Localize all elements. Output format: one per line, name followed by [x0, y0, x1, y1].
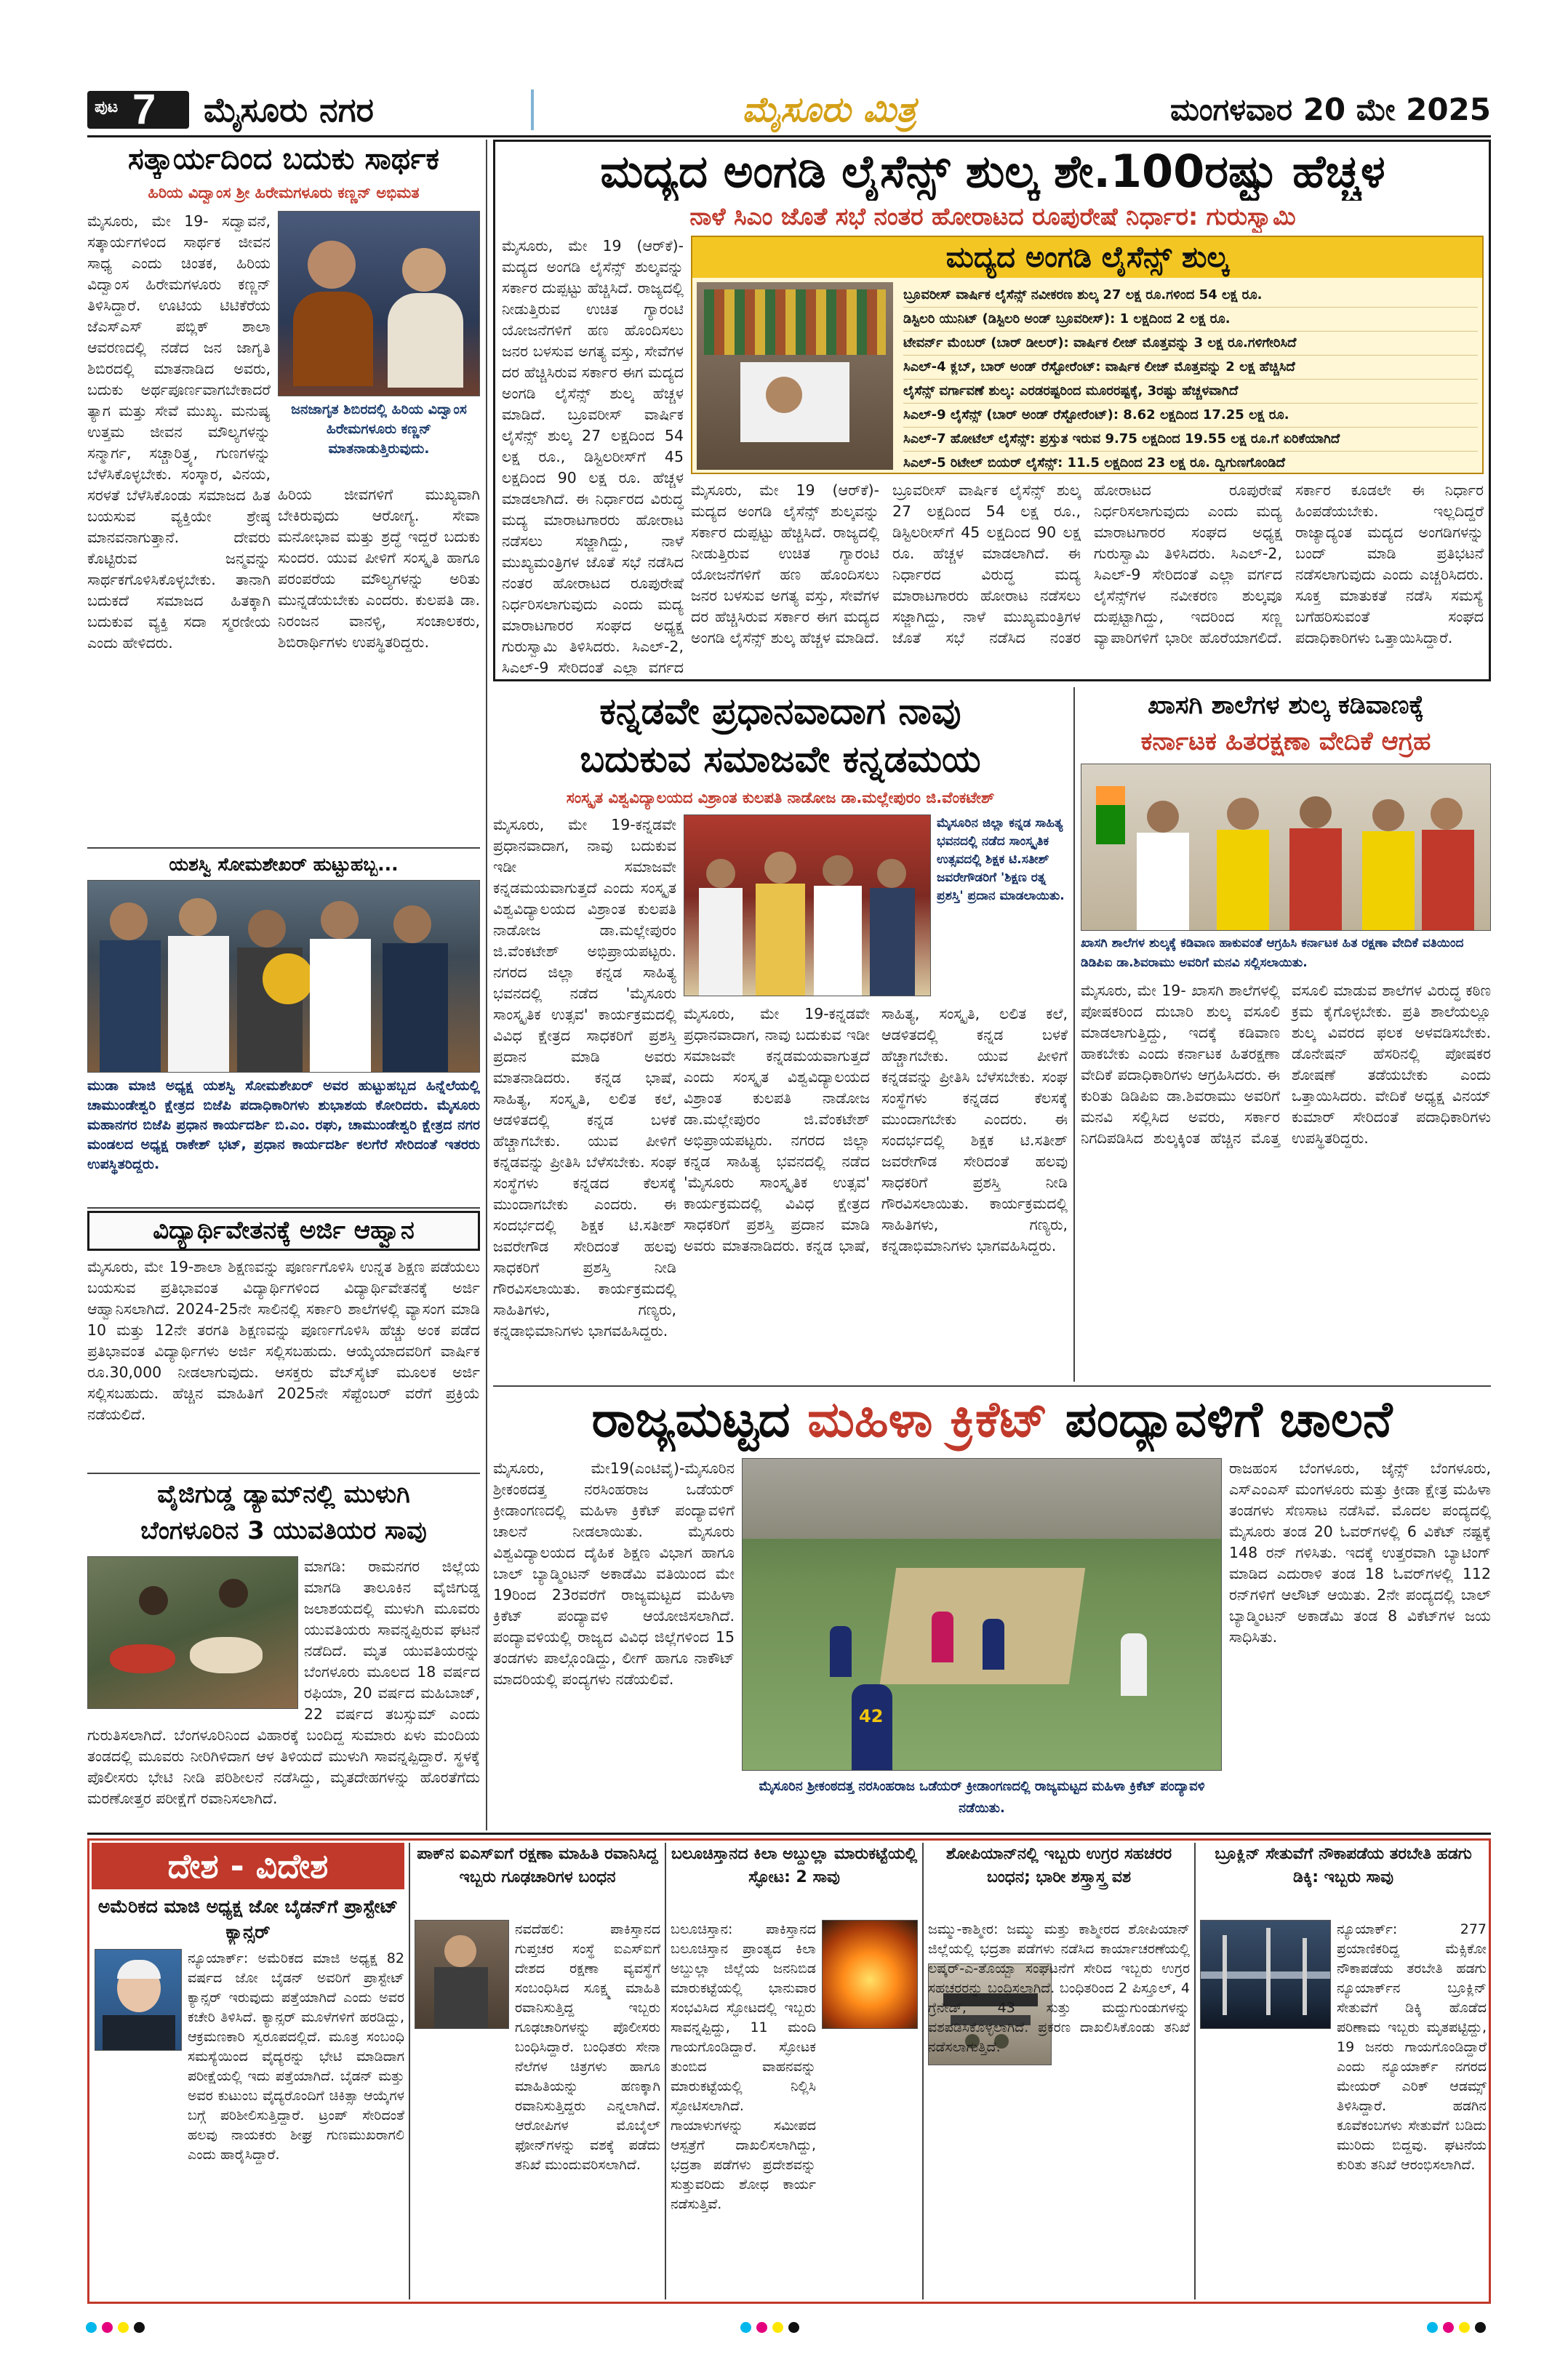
- a2-subtitle: ನಾಳೆ ಸಿಎಂ ಜೊತೆ ಸಭೆ ನಂತರ ಹೋರಾಟದ ರೂಪುರೇಷೆ ನಿರ್ಧಾರ: ಗುರುಸ್ವಾಮಿ: [689, 202, 1296, 231]
- desha-rule-2: [665, 1843, 666, 2299]
- a1-photo: [278, 211, 480, 396]
- a8-jersey-number: 42: [859, 1706, 884, 1726]
- a8-headline-part-2: ಮಹಿಳಾ ಕ್ರಿಕೆಟ್: [807, 1391, 1048, 1449]
- desha-n5-body: ನ್ಯೂಯಾರ್ಕ್: 277 ಪ್ರಯಾಣಿಕರಿದ್ದ ಮೆಕ್ಸಿಕೋ ನೌಕಾಪಡೆಯ ತರಬೇತಿ ಹಡಗು ನ್ಯೂಯಾರ್ಕ್‌ನ ಬ್ರೂಕ್ಲಿನ್ ಸೇತುವೆಗೆ ಡಿಕ್ಕಿ ಹೊಡೆದ ಪರಿಣಾಮ ಇಬ್ಬರು ಮೃತಪಟ್ಟಿದ್ದು, 19 ಜನರು ಗಾಯಗೊಂಡಿದ್ದಾರೆ ಎಂದು ನ್ಯೂಯಾರ್ಕ್ ನಗರದ ಮೇಯರ್ ಎರಿಕ್ ಆಡಮ್ಸ್ ತಿಳಿಸಿದ್ದಾರೆ. ಹಡಗಿನ ಕೂವೆಕಂಬಗಳು ಸೇತುವೆಗೆ ಬಡಿದು ಮುರಿದು ಬಿದ್ದವು. ಘಟನೆಯ ಕುರಿತು ತನಿಖೆ ಆರಂಭಿಸಲಾಗಿದೆ.: [1337, 1921, 1487, 2173]
- a1-body-a: ಮೈಸೂರು, ಮೇ 19- ಸದ್ವಾವನೆ, ಸತ್ಕಾರ್ಯಗಳಿಂದ ಸಾರ್ಥಕ ಜೀವನ ಸಾಧ್ಯ ಎಂದು ಚಿಂತಕ, ಹಿರಿಯ ವಿದ್ವಾಂಸ ಹಿರೇಮಗಳೂರು ಕಣ್ಣನ್ ತಿಳಿಸಿದ್ದಾರೆ. ಊಟಿಯ ಟಿಟಿಕೆರೆಯ ಜೆಎಸ್ಎಸ್ ಪಬ್ಲಿಕ್ ಶಾಲಾ ಆವರಣದಲ್ಲಿ ನಡೆದ ಜನ ಜಾಗೃತಿ ಶಿಬಿರದಲ್ಲಿ ಮಾತನಾಡಿದ ಅವರು, ಬದುಕು ಅರ್ಥಪೂರ್ಣವಾಗಬೇಕಾದರೆ ತ್ಯಾಗ ಮತ್ತು ಸೇವೆ ಮುಖ್ಯ. ಮನುಷ್ಯ ಉತ್ತಮ ಜೀವನ ಮೌಲ್ಯಗಳನ್ನು ಸನ್ಮಾರ್ಗ, ಸಚ್ಚಾರಿತ್ರ್ಯ, ಗುಣಗಳನ್ನು ಬೆಳೆಸಿಕೊಳ್ಳಬೇಕು. ಸಂಸ್ಕಾರ, ವಿನಯ, ಸರಳತೆ ಬೆಳೆಸಿಕೊಂಡು ಸಮಾಜದ ಹಿತ ಬಯಸುವ ವ್ಯಕ್ತಿಯೇ ಶ್ರೇಷ್ಠ ಮಾನವನಾಗುತ್ತಾನೆ. ದೇವರು ಕೊಟ್ಟಿರುವ ಜನ್ಮವನ್ನು ಸಾರ್ಥಕಗೊಳಿಸಿಕೊಳ್ಳಬೇಕು. ತಾನಾಗಿ ಬದುಕದೆ ಸಮಾಜದ ಹಿತಕ್ಕಾಗಿ ಬದುಕುವ ವ್ಯಕ್ತಿ ಸದಾ ಸ್ಮರಣೀಯ ಎಂದು ಹೇಳಿದರು.: [87, 212, 271, 652]
- registration-dot-magenta: [1443, 2322, 1454, 2333]
- desha-n3-body: ಬಲೂಚಿಸ್ತಾನ: ಪಾಕಿಸ್ತಾನದ ಬಲೂಚಿಸ್ತಾನ ಪ್ರಾಂತ್ಯದ ಕಿಲಾ ಅಬ್ದುಲ್ಲಾ ಜಿಲ್ಲೆಯ ಜನನಿಬಿಡ ಮಾರುಕಟ್ಟೆಯಲ್ಲಿ ಭಾನುವಾರ ಸಂಭವಿಸಿದ ಸ್ಫೋಟದಲ್ಲಿ ಇಬ್ಬರು ಸಾವನ್ನಪ್ಪಿದ್ದು, 11 ಮಂದಿ ಗಾಯಗೊಂಡಿದ್ದಾರೆ. ಸ್ಫೋಟಕ ತುಂಬಿದ ವಾಹನವನ್ನು ಮಾರುಕಟ್ಟೆಯಲ್ಲಿ ನಿಲ್ಲಿಸಿ ಸ್ಫೋಟಿಸಲಾಗಿದೆ. ಗಾಯಾಳುಗಳನ್ನು ಸಮೀಪದ ಆಸ್ಪತ್ರೆಗೆ ದಾಖಲಿಸಲಾಗಿದ್ದು, ಭದ್ರತಾ ಪಡೆಗಳು ಪ್ರದೇಶವನ್ನು ಸುತ್ತುವರಿದು ಶೋಧ ಕಾರ್ಯ ನಡೆಸುತ್ತಿವೆ.: [671, 1921, 816, 2212]
- a7-photo: [1081, 764, 1491, 931]
- desha-n3-title: ಬಲೂಚಿಸ್ತಾನದ ಕಿಲಾ ಅಬ್ದುಲ್ಲಾ ಮಾರುಕಟ್ಟೆಯಲ್ಲಿ ಸ್ಫೋಟ: 2 ಸಾವು: [671, 1845, 918, 1886]
- a8-bottom-rule: [87, 1833, 1491, 1835]
- desha-n1-title: ಅಮೆರಿಕದ ಮಾಜಿ ಅಧ್ಯಕ್ಷ ಜೋ ಬೈಡನ್‌ಗೆ ಪ್ರಾಸ್ಟೇಟ್ ಕ್ಯಾನ್ಸರ್: [97, 1896, 399, 1942]
- a8-body-col-1: ಮೈಸೂರು, ಮೇ19(ಎಂಟಿವೈ)-ಮೈಸೂರಿನ ಶ್ರೀಕಂಠದತ್ತ ನರಸಿಂಹರಾಜ ಒಡೆಯರ್ ಕ್ರೀಡಾಂಗಣದಲ್ಲಿ ಮಹಿಳಾ ಕ್ರಿಕೆಟ್ ಪಂದ್ಯಾವಳಿಗೆ ಚಾಲನೆ ನೀಡಲಾಯಿತು. ಮೈಸೂರು ವಿಶ್ವವಿದ್ಯಾಲಯದ ದೈಹಿಕ ಶಿಕ್ಷಣ ವಿಭಾಗ ಹಾಗೂ ಬಾಲ್ ಬ್ಯಾಡ್ಮಿಂಟನ್ ಅಕಾಡೆಮಿ ವತಿಯಿಂದ ಮೇ 19ರಿಂದ 23ರವರೆಗೆ ರಾಜ್ಯಮಟ್ಟದ ಮಹಿಳಾ ಕ್ರಿಕೆಟ್ ಪಂದ್ಯಾವಳಿ ಆಯೋಜಿಸಲಾಗಿದೆ. ಪಂದ್ಯಾವಳಿಯಲ್ಲಿ ರಾಜ್ಯದ ವಿವಿಧ ಜಿಲ್ಲೆಗಳಿಂದ 15 ತಂಡಗಳು ಪಾಲ್ಗೊಂಡಿದ್ದು, ಲೀಗ್ ಹಾಗೂ ನಾಕೌಟ್ ಮಾದರಿಯಲ್ಲಿ ಪಂದ್ಯಗಳು ನಡೆಯಲಿವೆ.: [493, 1460, 735, 1688]
- a7-body-text: ಮೈಸೂರು, ಮೇ 19- ಖಾಸಗಿ ಶಾಲೆಗಳಲ್ಲಿ ಪೋಷಕರಿಂದ ದುಬಾರಿ ಶುಲ್ಕ ವಸೂಲಿ ಮಾಡಲಾಗುತ್ತಿದ್ದು, ಇದಕ್ಕೆ ಕಡಿವಾಣ ಹಾಕಬೇಕು ಎಂದು ಕರ್ನಾಟಕ ಹಿತರಕ್ಷಣಾ ವೇದಿಕೆ ಪದಾಧಿಕಾರಿಗಳು ಆಗ್ರಹಿಸಿದರು. ಈ ಕುರಿತು ಡಿಡಿಪಿಐ ಡಾ.ಶಿವರಾಮು ಅವರಿಗೆ ಮನವಿ ಸಲ್ಲಿಸಿದ ಅವರು, ಸರ್ಕಾರ ನಿಗದಿಪಡಿಸಿದ ಶುಲ್ಕಕ್ಕಿಂತ ಹೆಚ್ಚಿನ ಮೊತ್ತ ವಸೂಲಿ ಮಾಡುವ ಶಾಲೆಗಳ ವಿರುದ್ಧ ಕಠಿಣ ಕ್ರಮ ಕೈಗೊಳ್ಳಬೇಕು. ಪ್ರತಿ ಶಾಲೆಯಲ್ಲೂ ಶುಲ್ಕ ವಿವರದ ಫಲಕ ಅಳವಡಿಸಬೇಕು. ಡೊನೇಷನ್ ಹೆಸರಿನಲ್ಲಿ ಪೋಷಕರ ಶೋಷಣೆ ತಡೆಯಬೇಕು ಎಂದು ಒತ್ತಾಯಿಸಿದರು. ವೇದಿಕೆ ಅಧ್ಯಕ್ಷ ವಿನಯ್ ಕುಮಾರ್ ಸೇರಿದಂತೆ ಪದಾಧಿಕಾರಿಗಳು ಉಪಸ್ಥಿತರಿದ್ದರು.: [1081, 982, 1491, 1147]
- a8-caption: ಮೈಸೂರಿನ ಶ್ರೀಕಂಠದತ್ತ ನರಸಿಂಹರಾಜ ಒಡೆಯರ್ ಕ್ರೀಡಾಂಗಣದಲ್ಲಿ ರಾಜ್ಯಮಟ್ಟದ ಮಹಿಳಾ ಕ್ರಿಕೆಟ್ ಪಂದ್ಯಾವಳಿ ನಡೆಯಿತು.: [759, 1779, 1205, 1816]
- a7-caption: ಖಾಸಗಿ ಶಾಲೆಗಳ ಶುಲ್ಕಕ್ಕೆ ಕಡಿವಾಣ ಹಾಕುವಂತೆ ಆಗ್ರಹಿಸಿ ಕರ್ನಾಟಕ ಹಿತ ರಕ್ಷಣಾ ವೇದಿಕೆ ವತಿಯಿಂದ ಡಿಡಿಪಿಐ ಡಾ.ಶಿವರಾಮು ಅವರಿಗೆ ಮನವಿ ಸಲ್ಲಿಸಲಾಯಿತು.: [1081, 936, 1464, 970]
- a6-subtitle: ಸಂಸ್ಕೃತ ವಿಶ್ವವಿದ್ಯಾಲಯದ ವಿಶ್ರಾಂತ ಕುಲಪತಿ ನಾಡೋಜ ಡಾ.ಮಲ್ಲೇಪುರಂ ಜಿ.ವೆಂಕಟೇಶ್: [566, 789, 995, 806]
- a3-caption: ಮುಡಾ ಮಾಜಿ ಅಧ್ಯಕ್ಷ ಯಶಸ್ವಿ ಸೋಮಶೇಖರ್ ಅವರ ಹುಟ್ಟುಹಬ್ಬದ ಹಿನ್ನೆಲೆಯಲ್ಲಿ ಚಾಮುಂಡೇಶ್ವರಿ ಕ್ಷೇತ್ರದ ಬಿಜೆಪಿ ಪದಾಧಿಕಾರಿಗಳು ಶುಭಾಶಯ ಕೋರಿದರು. ಮೈಸೂರು ಮಹಾನಗರ ಬಿಜೆಪಿ ಪ್ರಧಾನ ಕಾರ್ಯದರ್ಶಿ ಬಿ.ಎಂ. ರಘು, ಚಾಮುಂಡೇಶ್ವರಿ ಕ್ಷೇತ್ರದ ನಗರ ಮಂಡಲದ ಅಧ್ಯಕ್ಷ ರಾಕೇಶ್ ಭಟ್, ಪ್ರಧಾನ ಕಾರ್ಯದರ್ಶಿ ಕಲಗೆರೆ ಸೇರಿದಂತೆ ಇತರರು ಉಪಸ್ಥಿತರಿದ್ದರು.: [87, 1078, 480, 1172]
- a3-bottom-rule: [87, 1207, 480, 1209]
- a2-item: ಟೇವರ್ನ್ ಮೆಂಬರ್ (ಬಾರ್ ಡೀಲರ್): ವಾರ್ಷಿಕ ಲೀಜ್ ಮೊತ್ತವನ್ನು 3 ಲಕ್ಷ ರೂ.ಗಳಿಗೇರಿಸಿದೆ: [903, 332, 1478, 356]
- a2-item: ಲೈಸೆನ್ಸ್ ವರ್ಗಾವಣೆ ಶುಲ್ಕ: ಎರಡರಷ್ಟರಿಂದ ಮೂರರಷ್ಟಕ್ಕೆ, 3ರಷ್ಟು ಹೆಚ್ಚಳವಾಗಿದೆ: [903, 380, 1478, 404]
- desha-label: ದೇಶ - ವಿದೇಶ: [167, 1846, 329, 1886]
- registration-dot-black: [788, 2322, 799, 2333]
- header-divider: [531, 89, 534, 130]
- a5-body-text: ಮಾಗಡಿ: ರಾಮನಗರ ಜಿಲ್ಲೆಯ ಮಾಗಡಿ ತಾಲೂಕಿನ ವೈಜಿಗುಡ್ಡ ಜಲಾಶಯದಲ್ಲಿ ಮುಳುಗಿ ಮೂವರು ಯುವತಿಯರು ಸಾವನ್ನಪ್ಪಿರುವ ಘಟನೆ ನಡೆದಿದೆ. ಮೃತ ಯುವತಿಯರನ್ನು ಬೆಂಗಳೂರು ಮೂಲದ 18 ವರ್ಷದ ರಫಿಯಾ, 20 ವರ್ಷದ ಮಹಿಬಾಜ್, 22 ವರ್ಷದ ತಬಸ್ಸುಮ್ ಎಂದು ಗುರುತಿಸಲಾಗಿದೆ. ಬೆಂಗಳೂರಿನಿಂದ ವಿಹಾರಕ್ಕೆ ಬಂದಿದ್ದ ಸುಮಾರು ಏಳು ಮಂದಿಯ ತಂಡದಲ್ಲಿ ಮೂವರು ನೀರಿಗಿಳಿದಾಗ ಆಳ ತಿಳಿಯದೆ ಮುಳುಗಿ ಸಾವನ್ನಪ್ಪಿದ್ದಾರೆ. ಸ್ಥಳಕ್ಕೆ ಪೊಲೀಸರು ಭೇಟಿ ನೀಡಿ ಪರಿಶೀಲನೆ ನಡೆಸಿದ್ದು, ಮೃತದೇಹಗಳನ್ನು ಹೊರತೆಗೆದು ಮರಣೋತ್ತರ ಪರೀಕ್ಷೆಗೆ ರವಾನಿಸಲಾಗಿದೆ.: [87, 1558, 480, 1807]
- a1-headline: ಸತ್ಕಾರ್ಯದಿಂದ ಬದುಕು ಸಾರ್ಥಕ: [128, 141, 439, 176]
- a6-caption: ಮೈಸೂರಿನ ಜಿಲ್ಲಾ ಕನ್ನಡ ಸಾಹಿತ್ಯ ಭವನದಲ್ಲಿ ನಡೆದ ಸಾಂಸ್ಕೃತಿಕ ಉತ್ಸವದಲ್ಲಿ ಶಿಕ್ಷಕ ಟಿ.ಸತೀಶ್ ಜವರೇಗೌಡರಿಗೆ 'ಶಿಕ್ಷಣ ರತ್ನ ಪ್ರಶಸ್ತಿ' ಪ್ರದಾನ ಮಾಡಲಾಯಿತು.: [937, 816, 1065, 903]
- desha-n5-title: ಬ್ರೂಕ್ಲಿನ್ ಸೇತುವೆಗೆ ನೌಕಾಪಡೆಯ ತರಬೇತಿ ಹಡಗು ಡಿಕ್ಕಿ: ಇಬ್ಬರು ಸಾವು: [1215, 1845, 1472, 1886]
- desha-rule-4: [1194, 1843, 1196, 2299]
- page-label: ಪುಟ: [95, 98, 119, 116]
- section-title: ಮೈಸೂರು ನಗರ: [204, 90, 374, 129]
- registration-dot-black: [1475, 2322, 1486, 2333]
- a8-headline-part-1: ರಾಜ್ಯಮಟ್ಟದ: [591, 1391, 808, 1449]
- a1-caption: ಜನಜಾಗೃತ ಶಿಬಿರದಲ್ಲಿ ಹಿರಿಯ ವಿದ್ವಾಂಸ ಹಿರೇಮಗಳೂರು ಕಣ್ಣನ್ ಮಾತನಾಡುತ್ತಿರುವುದು.: [291, 401, 467, 457]
- a4-body: ಮೈಸೂರು, ಮೇ 19-ಶಾಲಾ ಶಿಕ್ಷಣವನ್ನು ಪೂರ್ಣಗೊಳಿಸಿ ಉನ್ನತ ಶಿಕ್ಷಣ ಪಡೆಯಲು ಬಯಸುವ ಪ್ರತಿಭಾವಂತ ವಿದ್ಯಾರ್ಥಿಗಳಿಂದ ವಿದ್ಯಾರ್ಥಿವೇತನಕ್ಕೆ ಅರ್ಜಿ ಆಹ್ವಾನಿಸಲಾಗಿದೆ. 2024-25ನೇ ಸಾಲಿನಲ್ಲಿ ಸರ್ಕಾರಿ ಶಾಲೆಗಳಲ್ಲಿ ವ್ಯಾಸಂಗ ಮಾಡಿ 10 ಮತ್ತು 12ನೇ ತರಗತಿ ಶಿಕ್ಷಣವನ್ನು ಪೂರ್ಣಗೊಳಿಸಿ ಹೆಚ್ಚು ಅಂಕ ಪಡೆದ ಪ್ರತಿಭಾವಂತ ವಿದ್ಯಾರ್ಥಿಗಳು ಅರ್ಜಿ ಸಲ್ಲಿಸಬಹುದು. ಆಯ್ಕೆಯಾದವರಿಗೆ ವಾರ್ಷಿಕ ರೂ.30,000 ನೀಡಲಾಗುವುದು. ಆಸಕ್ತರು ವೆಬ್‌ಸೈಟ್ ಮೂಲಕ ಅರ್ಜಿ ಸಲ್ಲಿಸಬಹುದು. ಹೆಚ್ಚಿನ ಮಾಹಿತಿಗೆ 2025ನೇ ಸೆಪ್ಟೆಂಬರ್ ವರೆಗೆ ಪ್ರಕ್ರಿಯೆ ನಡೆಯಲಿದೆ.: [87, 1258, 480, 1423]
- a2-body-continued: ಮೈಸೂರು, ಮೇ 19 (ಆರ್‌ಕೆ)- ಮದ್ಯದ ಅಂಗಡಿ ಲೈಸೆನ್ಸ್ ಶುಲ್ಕವನ್ನು ಸರ್ಕಾರ ದುಪ್ಪಟ್ಟು ಹೆಚ್ಚಿಸಿದೆ. ರಾಜ್ಯದಲ್ಲಿ ನೀಡುತ್ತಿರುವ ಉಚಿತ ಗ್ಯಾರಂಟಿ ಯೋಜನೆಗಳಿಗೆ ಹಣ ಹೊಂದಿಸಲು ಜನರ ಬಳಸುವ ಅಗತ್ಯ ವಸ್ತು, ಸೇವೆಗಳ ದರ ಹೆಚ್ಚಿಸಿರುವ ಸರ್ಕಾರ ಈಗ ಮದ್ಯದ ಅಂಗಡಿ ಲೈಸೆನ್ಸ್ ಶುಲ್ಕ ಹೆಚ್ಚಳ ಮಾಡಿದೆ. ಬ್ರೂವರೀಸ್ ವಾರ್ಷಿಕ ಲೈಸೆನ್ಸ್ ಶುಲ್ಕ 27 ಲಕ್ಷದಿಂದ 54 ಲಕ್ಷ ರೂ., ಡಿಸ್ಟಿಲರೀಸ್‌ಗೆ 45 ಲಕ್ಷದಿಂದ 90 ಲಕ್ಷ ರೂ. ಹೆಚ್ಚಳ ಮಾಡಲಾಗಿದೆ. ಈ ನಿರ್ಧಾರದ ವಿರುದ್ಧ ಮದ್ಯ ಮಾರಾಟಗಾರರು ಹೋರಾಟ ನಡೆಸಲು ಸಜ್ಜಾಗಿದ್ದು, ನಾಳೆ ಮುಖ್ಯಮಂತ್ರಿಗಳ ಜೊತೆ ಸಭೆ ನಡೆಸಿದ ನಂತರ ಹೋರಾಟದ ರೂಪುರೇಷೆ ನಿರ್ಧರಿಸಲಾಗುವುದು ಎಂದು ಮದ್ಯ ಮಾರಾಟಗಾರರ ಸಂಘದ ಅಧ್ಯಕ್ಷ ಗುರುಸ್ವಾಮಿ ತಿಳಿಸಿದರು. ಸಿಎಲ್-2, ಸಿಎಲ್-9 ಸೇರಿದಂತೆ ಎಲ್ಲಾ ವರ್ಗದ ಲೈಸೆನ್ಸ್‌ಗಳ ನವೀಕರಣ ಶುಲ್ಕವೂ ದುಪ್ಪಟ್ಟಾಗಿದ್ದು, ಇದರಿಂದ ಸಣ್ಣ ವ್ಯಾಪಾರಿಗಳಿಗೆ ಭಾರೀ ಹೊರೆಯಾಗಲಿದೆ. ಸರ್ಕಾರ ಕೂಡಲೇ ಈ ನಿರ್ಧಾರ ಹಿಂಪಡೆಯಬೇಕು. ಇಲ್ಲದಿದ್ದರೆ ರಾಜ್ಯಾದ್ಯಂತ ಮದ್ಯದ ಅಂಗಡಿಗಳನ್ನು ಬಂದ್ ಮಾಡಿ ಪ್ರತಿಭಟನೆ ನಡೆಸಲಾಗುವುದು ಎಂದು ಎಚ್ಚರಿಸಿದರು. ಸೂಕ್ತ ಮಾತುಕತೆ ನಡೆಸಿ ಸಮಸ್ಯೆ ಬಗೆಹರಿಸುವಂತೆ ಸಂಘದ ಪದಾಧಿಕಾರಿಗಳು ಒತ್ತಾಯಿಸಿದ್ದಾರೆ.: [691, 481, 1484, 646]
- a7-body: [1081, 980, 1491, 1382]
- a6-headline-1: ಕನ್ನಡವೇ ಪ್ರಧಾನವಾದಾಗ ನಾವು: [599, 690, 961, 732]
- desha-rule-3: [922, 1843, 924, 2299]
- desha-n2-body: ನವದೆಹಲಿ: ಪಾಕಿಸ್ತಾನದ ಗುಪ್ತಚರ ಸಂಸ್ಥೆ ಐಎಸ್‌ಐಗೆ ದೇಶದ ರಕ್ಷಣಾ ವ್ಯವಸ್ಥೆಗೆ ಸಂಬಂಧಿಸಿದ ಸೂಕ್ಷ್ಮ ಮಾಹಿತಿ ರವಾನಿಸುತ್ತಿದ್ದ ಇಬ್ಬರು ಗೂಢಚಾರಿಗಳನ್ನು ಪೊಲೀಸರು ಬಂಧಿಸಿದ್ದಾರೆ. ಬಂಧಿತರು ಸೇನಾ ನೆಲೆಗಳ ಚಿತ್ರಗಳು ಹಾಗೂ ಮಾಹಿತಿಯನ್ನು ಹಣಕ್ಕಾಗಿ ರವಾನಿಸುತ್ತಿದ್ದರು ಎನ್ನಲಾಗಿದೆ. ಆರೋಪಿಗಳ ಮೊಬೈಲ್ ಫೋನ್‌ಗಳನ್ನು ವಶಕ್ಕೆ ಪಡೆದು ತನಿಖೆ ಮುಂದುವರಿಸಲಾಗಿದೆ.: [515, 1921, 660, 2173]
- a1-subtitle: ಹಿರಿಯ ವಿದ್ವಾಂಸ ಶ್ರೀ ಹಿರೇಮಗಳೂರು ಕಣ್ಣನ್ ಅಭಿಮತ: [148, 184, 420, 201]
- a2-headline: ಮದ್ಯದ ಅಂಗಡಿ ಲೈಸೆನ್ಸ್ ಶುಲ್ಕ ಶೇ.100ರಷ್ಟು ಹೆಚ್ಚಳ: [600, 145, 1385, 198]
- desha-n2-photo: [415, 1920, 509, 2029]
- a2-item: ಬ್ರೂವರೀಸ್ ವಾರ್ಷಿಕ ಲೈಸೆನ್ಸ್ ನವೀಕರಣ ಶುಲ್ಕ 27 ಲಕ್ಷ ರೂ.ಗಳಿಂದ 54 ಲಕ್ಷ ರೂ.: [903, 284, 1478, 308]
- a5-headline-1: ವೈಜಿಗುಡ್ಡ ಡ್ಯಾಮ್‌ನಲ್ಲಿ ಮುಳುಗಿ: [157, 1480, 410, 1509]
- header-underline: [87, 135, 1491, 137]
- a2-item: ಡಿಸ್ಟಿಲರಿ ಯುನಿಟ್ (ಡಿಸ್ಟಿಲರಿ ಅಂಡ್ ಬ್ರೂವರೀಸ್): 1 ಲಕ್ಷದಿಂದ 2 ಲಕ್ಷ ರೂ.: [903, 308, 1478, 332]
- page-number: 7: [132, 86, 156, 133]
- a6-body-col-2: [684, 1004, 1068, 1382]
- a4-bottom-rule: [87, 1473, 480, 1474]
- a8-headline-part-3: ಪಂದ್ಯಾವಳಿಗೆ ಚಾಲನೆ: [1047, 1391, 1393, 1449]
- a4-headline: ವಿದ್ಯಾರ್ಥಿವೇತನಕ್ಕೆ ಅರ್ಜಿ ಆಹ್ವಾನ: [153, 1216, 415, 1245]
- a3-photo: [87, 880, 480, 1073]
- a2-item: ಸಿಎಲ್-5 ರಿಟೇಲ್ ಬಿಯರ್ ಲೈಸೆನ್ಸ್: 11.5 ಲಕ್ಷದಿಂದ 23 ಲಕ್ಷ ರೂ. ದ್ವಿಗುಣಗೊಂಡಿದೆ: [903, 455, 1285, 471]
- a5-headline-2: ಬೆಂಗಳೂರಿನ 3 ಯುವತಿಯರ ಸಾವು: [140, 1516, 427, 1545]
- registration-dot-yellow: [772, 2322, 783, 2333]
- registration-dot-magenta: [102, 2322, 113, 2333]
- a2-item: ಸಿಎಲ್-9 ಲೈಸೆನ್ಸ್ (ಬಾರ್ ಅಂಡ್ ರೆಸ್ಟೋರೆಂಟ್): 8.62 ಲಕ್ಷದಿಂದ 17.25 ಲಕ್ಷ ರೂ.: [903, 404, 1478, 428]
- desha-n1-photo: [95, 1949, 182, 2051]
- page-number-box: [87, 86, 189, 133]
- a6-headline-2: ಬದುಕುವ ಸಮಾಜವೇ ಕನ್ನಡಮಯ: [580, 738, 981, 780]
- a4-headline-box: [87, 1211, 480, 1251]
- a6-body-continued: ಮೈಸೂರು, ಮೇ 19-ಕನ್ನಡವೇ ಪ್ರಧಾನವಾದಾಗ, ನಾವು ಬದುಕುವ ಇಡೀ ಸಮಾಜವೇ ಕನ್ನಡಮಯವಾಗುತ್ತದೆ ಎಂದು ಸಂಸ್ಕೃತ ವಿಶ್ವವಿದ್ಯಾಲಯದ ವಿಶ್ರಾಂತ ಕುಲಪತಿ ನಾಡೋಜ ಡಾ.ಮಲ್ಲೇಪುರಂ ಜಿ.ವೆಂಕಟೇಶ್ ಅಭಿಪ್ರಾಯಪಟ್ಟರು. ನಗರದ ಜಿಲ್ಲಾ ಕನ್ನಡ ಸಾಹಿತ್ಯ ಭವನದಲ್ಲಿ ನಡೆದ 'ಮೈಸೂರು ಸಾಂಸ್ಕೃತಿಕ ಉತ್ಸವ' ಕಾರ್ಯಕ್ರಮದಲ್ಲಿ ವಿವಿಧ ಕ್ಷೇತ್ರದ ಸಾಧಕರಿಗೆ ಪ್ರಶಸ್ತಿ ಪ್ರದಾನ ಮಾಡಿ ಅವರು ಮಾತನಾಡಿದರು. ಕನ್ನಡ ಭಾಷೆ, ಸಾಹಿತ್ಯ, ಸಂಸ್ಕೃತಿ, ಲಲಿತ ಕಲೆ, ಆಡಳಿತದಲ್ಲಿ ಕನ್ನಡ ಬಳಕೆ ಹೆಚ್ಚಾಗಬೇಕು. ಯುವ ಪೀಳಿಗೆ ಕನ್ನಡವನ್ನು ಪ್ರೀತಿಸಿ ಬೆಳೆಸಬೇಕು. ಸಂಘ ಸಂಸ್ಥೆಗಳು ಕನ್ನಡದ ಕೆಲಸಕ್ಕೆ ಮುಂದಾಗಬೇಕು ಎಂದರು. ಈ ಸಂದರ್ಭದಲ್ಲಿ ಶಿಕ್ಷಕ ಟಿ.ಸತೀಶ್ ಜವರೇಗೌಡ ಸೇರಿದಂತೆ ಹಲವು ಸಾಧಕರಿಗೆ ಪ್ರಶಸ್ತಿ ನೀಡಿ ಗೌರವಿಸಲಾಯಿತು. ಕಾರ್ಯಕ್ರಮದಲ್ಲಿ ಸಾಹಿತಿಗಳು, ಗಣ್ಯರು, ಕನ್ನಡಾಭಿಮಾನಿಗಳು ಭಾಗವಹಿಸಿದ್ದರು.: [684, 1005, 1068, 1254]
- masthead-logo: ಮೈಸೂರು ಮಿತ್ರ: [742, 89, 916, 130]
- desha-n5-photo: [1200, 1920, 1331, 2029]
- registration-dot-yellow: [118, 2322, 129, 2333]
- desha-n1-body: ನ್ಯೂಯಾರ್ಕ್: ಅಮೆರಿಕದ ಮಾಜಿ ಅಧ್ಯಕ್ಷ 82 ವರ್ಷದ ಜೋ ಬೈಡನ್ ಅವರಿಗೆ ಪ್ರಾಸ್ಟೇಟ್ ಕ್ಯಾನ್ಸರ್ ಇರುವುದು ಪತ್ತೆಯಾಗಿದೆ ಎಂದು ಅವರ ಕಚೇರಿ ತಿಳಿಸಿದೆ. ಕ್ಯಾನ್ಸರ್ ಮೂಳೆಗಳಿಗೆ ಹರಡಿದ್ದು, ಆಕ್ರಮಣಕಾರಿ ಸ್ವರೂಪದಲ್ಲಿದೆ. ಮೂತ್ರ ಸಂಬಂಧಿ ಸಮಸ್ಯೆಯಿಂದ ವೈದ್ಯರನ್ನು ಭೇಟಿ ಮಾಡಿದಾಗ ಪರೀಕ್ಷೆಯಲ್ಲಿ ಇದು ಪತ್ತೆಯಾಗಿದೆ. ಬೈಡನ್ ಮತ್ತು ಅವರ ಕುಟುಂಬ ವೈದ್ಯರೊಂದಿಗೆ ಚಿಕಿತ್ಸಾ ಆಯ್ಕೆಗಳ ಬಗ್ಗೆ ಪರಿಶೀಲಿಸುತ್ತಿದ್ದಾರೆ. ಟ್ರಂಪ್ ಸೇರಿದಂತೆ ಹಲವು ನಾಯಕರು ಶೀಘ್ರ ಗುಣಮುಖರಾಗಲಿ ಎಂದು ಹಾರೈಸಿದ್ದಾರೆ.: [188, 1950, 404, 2163]
- a3-headline: ಯಶಸ್ವಿ ಸೋಮಶೇಖರ್ ಹುಟ್ಟುಹಬ್ಬ...: [169, 854, 399, 875]
- a8-body-col-3: [1229, 1458, 1491, 1829]
- a2-body-col-1: ಮೈಸೂರು, ಮೇ 19 (ಆರ್‌ಕೆ)- ಮದ್ಯದ ಅಂಗಡಿ ಲೈಸೆನ್ಸ್ ಶುಲ್ಕವನ್ನು ಸರ್ಕಾರ ದುಪ್ಪಟ್ಟು ಹೆಚ್ಚಿಸಿದೆ. ರಾಜ್ಯದಲ್ಲಿ ನೀಡುತ್ತಿರುವ ಉಚಿತ ಗ್ಯಾರಂಟಿ ಯೋಜನೆಗಳಿಗೆ ಹಣ ಹೊಂದಿಸಲು ಜನರ ಬಳಸುವ ಅಗತ್ಯ ವಸ್ತು, ಸೇವೆಗಳ ದರ ಹೆಚ್ಚಿಸಿರುವ ಸರ್ಕಾರ ಈಗ ಮದ್ಯದ ಅಂಗಡಿ ಲೈಸೆನ್ಸ್ ಶುಲ್ಕ ಹೆಚ್ಚಳ ಮಾಡಿದೆ. ಬ್ರೂವರೀಸ್ ವಾರ್ಷಿಕ ಲೈಸೆನ್ಸ್ ಶುಲ್ಕ 27 ಲಕ್ಷದಿಂದ 54 ಲಕ್ಷ ರೂ., ಡಿಸ್ಟಿಲರೀಸ್‌ಗೆ 45 ಲಕ್ಷದಿಂದ 90 ಲಕ್ಷ ರೂ. ಹೆಚ್ಚಳ ಮಾಡಲಾಗಿದೆ. ಈ ನಿರ್ಧಾರದ ವಿರುದ್ಧ ಮದ್ಯ ಮಾರಾಟಗಾರರು ಹೋರಾಟ ನಡೆಸಲು ಸಜ್ಜಾಗಿದ್ದು, ನಾಳೆ ಮುಖ್ಯಮಂತ್ರಿಗಳ ಜೊತೆ ಸಭೆ ನಡೆಸಿದ ನಂತರ ಹೋರಾಟದ ರೂಪುರೇಷೆ ನಿರ್ಧರಿಸಲಾಗುವುದು ಎಂದು ಮದ್ಯ ಮಾರಾಟಗಾರರ ಸಂಘದ ಅಧ್ಯಕ್ಷ ಗುರುಸ್ವಾಮಿ ತಿಳಿಸಿದರು. ಸಿಎಲ್-2, ಸಿಎಲ್-9 ಸೇರಿದಂತೆ ಎಲ್ಲಾ ವರ್ಗದ: [502, 237, 684, 676]
- desha-n2-title: ಪಾಕ್‌ನ ಐಎಸ್‌ಐಗೆ ರಕ್ಷಣಾ ಮಾಹಿತಿ ರವಾನಿಸಿದ್ದ ಇಬ್ಬರು ಗೂಢಚಾರಿಗಳ ಬಂಧನ: [417, 1845, 658, 1886]
- a2-item: ಸಿಎಲ್-7 ಹೋಟೆಲ್ ಲೈಸೆನ್ಸ್: ಪ್ರಸ್ತುತ ಇರುವ 9.75 ಲಕ್ಷದಿಂದ 19.55 ಲಕ್ಷ ರೂ.ಗೆ ಏರಿಕೆಯಾಗಿದೆ: [903, 428, 1478, 452]
- registration-dot-yellow: [1459, 2322, 1470, 2333]
- desha-label-box: [92, 1843, 404, 1889]
- a1-bottom-rule: [87, 847, 480, 849]
- a6-photo: [684, 814, 931, 996]
- registration-dot-cyan: [740, 2322, 751, 2333]
- a2-photo: [697, 282, 893, 470]
- a2-box-title: [692, 237, 1482, 278]
- header-bar: [87, 87, 1491, 133]
- registration-dot-cyan: [86, 2322, 97, 2333]
- a6-right-rule: [1073, 687, 1075, 1382]
- a6-body-col-1: ಮೈಸೂರು, ಮೇ 19-ಕನ್ನಡವೇ ಪ್ರಧಾನವಾದಾಗ, ನಾವು ಬದುಕುವ ಇಡೀ ಸಮಾಜವೇ ಕನ್ನಡಮಯವಾಗುತ್ತದೆ ಎಂದು ಸಂಸ್ಕೃತ ವಿಶ್ವವಿದ್ಯಾಲಯದ ವಿಶ್ರಾಂತ ಕುಲಪತಿ ನಾಡೋಜ ಡಾ.ಮಲ್ಲೇಪುರಂ ಜಿ.ವೆಂಕಟೇಶ್ ಅಭಿಪ್ರಾಯಪಟ್ಟರು. ನಗರದ ಜಿಲ್ಲಾ ಕನ್ನಡ ಸಾಹಿತ್ಯ ಭವನದಲ್ಲಿ ನಡೆದ 'ಮೈಸೂರು ಸಾಂಸ್ಕೃತಿಕ ಉತ್ಸವ' ಕಾರ್ಯಕ್ರಮದಲ್ಲಿ ವಿವಿಧ ಕ್ಷೇತ್ರದ ಸಾಧಕರಿಗೆ ಪ್ರಶಸ್ತಿ ಪ್ರದಾನ ಮಾಡಿ ಅವರು ಮಾತನಾಡಿದರು. ಕನ್ನಡ ಭಾಷೆ, ಸಾಹಿತ್ಯ, ಸಂಸ್ಕೃತಿ, ಲಲಿತ ಕಲೆ, ಆಡಳಿತದಲ್ಲಿ ಕನ್ನಡ ಬಳಕೆ ಹೆಚ್ಚಾಗಬೇಕು. ಯುವ ಪೀಳಿಗೆ ಕನ್ನಡವನ್ನು ಪ್ರೀತಿಸಿ ಬೆಳೆಸಬೇಕು. ಸಂಘ ಸಂಸ್ಥೆಗಳು ಕನ್ನಡದ ಕೆಲಸಕ್ಕೆ ಮುಂದಾಗಬೇಕು ಎಂದರು. ಈ ಸಂದರ್ಭದಲ್ಲಿ ಶಿಕ್ಷಕ ಟಿ.ಸತೀಶ್ ಜವರೇಗೌಡ ಸೇರಿದಂತೆ ಹಲವು ಸಾಧಕರಿಗೆ ಪ್ರಶಸ್ತಿ ನೀಡಿ ಗೌರವಿಸಲಾಯಿತು. ಕಾರ್ಯಕ್ರಮದಲ್ಲಿ ಸಾಹಿತಿಗಳು, ಗಣ್ಯರು, ಕನ್ನಡಾಭಿಮಾನಿಗಳು ಭಾಗವಹಿಸಿದ್ದರು.: [493, 816, 676, 1340]
- a7-headline-2: ಕರ್ನಾಟಕ ಹಿತರಕ್ಷಣಾ ವೇದಿಕೆ ಆಗ್ರಹ: [1140, 727, 1431, 756]
- mid-rule: [493, 1385, 1491, 1387]
- registration-dot-magenta: [756, 2322, 767, 2333]
- a1-body-b: ಹಿರಿಯ ಜೀವಗಳಿಗೆ ಮುಖ್ಯವಾಗಿ ಬೇಕಿರುವುದು ಆರೋಗ್ಯ. ಸೇವಾ ಮನೋಭಾವ ಮತ್ತು ಶ್ರದ್ಧೆ ಇದ್ದರೆ ಬದುಕು ಸುಂದರ. ಯುವ ಪೀಳಿಗೆ ಸಂಸ್ಕೃತಿ ಹಾಗೂ ಪರಂಪರೆಯ ಮೌಲ್ಯಗಳನ್ನು ಅರಿತು ಮುನ್ನಡೆಯಬೇಕು ಎಂದರು. ಕುಲಪತಿ ಡಾ. ನಿರಂಜನ ವಾನಳ್ಳಿ, ಸಂಚಾಲಕರು, ಶಿಬಿರಾರ್ಥಿಗಳು ಉಪಸ್ಥಿತರಿದ್ದರು.: [278, 486, 480, 651]
- desha-n4-body: ಜಮ್ಮು-ಕಾಶ್ಮೀರ: ಜಮ್ಮು ಮತ್ತು ಕಾಶ್ಮೀರದ ಶೋಪಿಯಾನ್ ಜಿಲ್ಲೆಯಲ್ಲಿ ಭದ್ರತಾ ಪಡೆಗಳು ನಡೆಸಿದ ಕಾರ್ಯಾಚರಣೆಯಲ್ಲಿ ಲಷ್ಕರ್-ಎ-ತೊಯ್ಬಾ ಸಂಘಟನೆಗೆ ಸೇರಿದ ಇಬ್ಬರು ಉಗ್ರರ ಸಹಚರರನ್ನು ಬಂಧಿಸಲಾಗಿದೆ. ಬಂಧಿತರಿಂದ 2 ಪಿಸ್ತೂಲ್, 4 ಗ್ರೆನೇಡ್, 43 ಸುತ್ತು ಮದ್ದುಗುಂಡುಗಳನ್ನು ವಶಪಡಿಸಿಕೊಳ್ಳಲಾಗಿದೆ. ಪ್ರಕರಣ ದಾಖಲಿಸಿಕೊಂಡು ತನಿಖೆ ನಡೆಸಲಾಗುತ್ತಿದೆ.: [928, 1921, 1190, 2055]
- a2-item: ಸಿಎಲ್-4 ಕ್ಲಬ್, ಬಾರ್ ಅಂಡ್ ರೆಸ್ಟೋರೆಂಟ್: ವಾರ್ಷಿಕ ಲೀಜ್ ಮೊತ್ತವನ್ನು 2 ಲಕ್ಷ ಹೆಚ್ಚಿಸಿದೆ: [903, 356, 1478, 380]
- registration-dot-black: [134, 2322, 145, 2333]
- a2-items: [903, 284, 1478, 471]
- left-column-vertical-rule: [486, 140, 487, 1830]
- a2-box-title-text: ಮದ್ಯದ ಅಂಗಡಿ ಲೈಸೆನ್ಸ್ ಶುಲ್ಕ: [945, 241, 1229, 274]
- a8-photo: [742, 1458, 1222, 1771]
- desha-rule-1: [409, 1843, 410, 2299]
- a8-body-c: ರಾಜಹಂಸ ಬೆಂಗಳೂರು, ಜೈನ್ಸ್ ಬೆಂಗಳೂರು, ಎಸ್‌ಎಂಎಸ್ ಮಂಗಳೂರು ಮತ್ತು ಕ್ರೀಡಾ ಕ್ಷೇತ್ರ ಮಹಿಳಾ ತಂಡಗಳು ಸೆಣಸಾಟ ನಡೆಸಿವೆ. ಮೊದಲ ಪಂದ್ಯದಲ್ಲಿ ಮೈಸೂರು ತಂಡ 20 ಓವರ್‌ಗಳಲ್ಲಿ 6 ವಿಕೆಟ್ ನಷ್ಟಕ್ಕೆ 148 ರನ್ ಗಳಿಸಿತು. ಇದಕ್ಕೆ ಉತ್ತರವಾಗಿ ಬ್ಯಾಟಿಂಗ್ ಮಾಡಿದ ಎದುರಾಳಿ ತಂಡ 18 ಓವರ್‌ಗಳಲ್ಲಿ 112 ರನ್‌ಗಳಿಗೆ ಆಲೌಟ್ ಆಯಿತು. 2ನೇ ಪಂದ್ಯದಲ್ಲಿ ಬಾಲ್ ಬ್ಯಾಡ್ಮಿಂಟನ್ ಅಕಾಡೆಮಿ ತಂಡ 8 ವಿಕೆಟ್‌ಗಳ ಜಯ ಸಾಧಿಸಿತು.: [1229, 1460, 1491, 1646]
- a2-body-col-2: [691, 480, 1484, 676]
- issue-date: ಮಂಗಳವಾರ 20 ಮೇ 2025: [1169, 92, 1491, 127]
- a7-headline-1: ಖಾಸಗಿ ಶಾಲೆಗಳ ಶುಲ್ಕ ಕಡಿವಾಣಕ್ಕೆ: [1148, 691, 1424, 720]
- a2-box: [691, 236, 1484, 474]
- registration-dot-cyan: [1427, 2322, 1438, 2333]
- desha-n3-photo: [822, 1920, 918, 2029]
- a5-body: [87, 1556, 480, 1825]
- a8-headline: [493, 1389, 1491, 1452]
- desha-n4-title: ಶೋಪಿಯಾನ್‌ನಲ್ಲಿ ಇಬ್ಬರು ಉಗ್ರರ ಸಹಚರರ ಬಂಧನ; ಭಾರೀ ಶಸ್ತ್ರಾಸ್ತ್ರ ವಶ: [945, 1845, 1172, 1886]
